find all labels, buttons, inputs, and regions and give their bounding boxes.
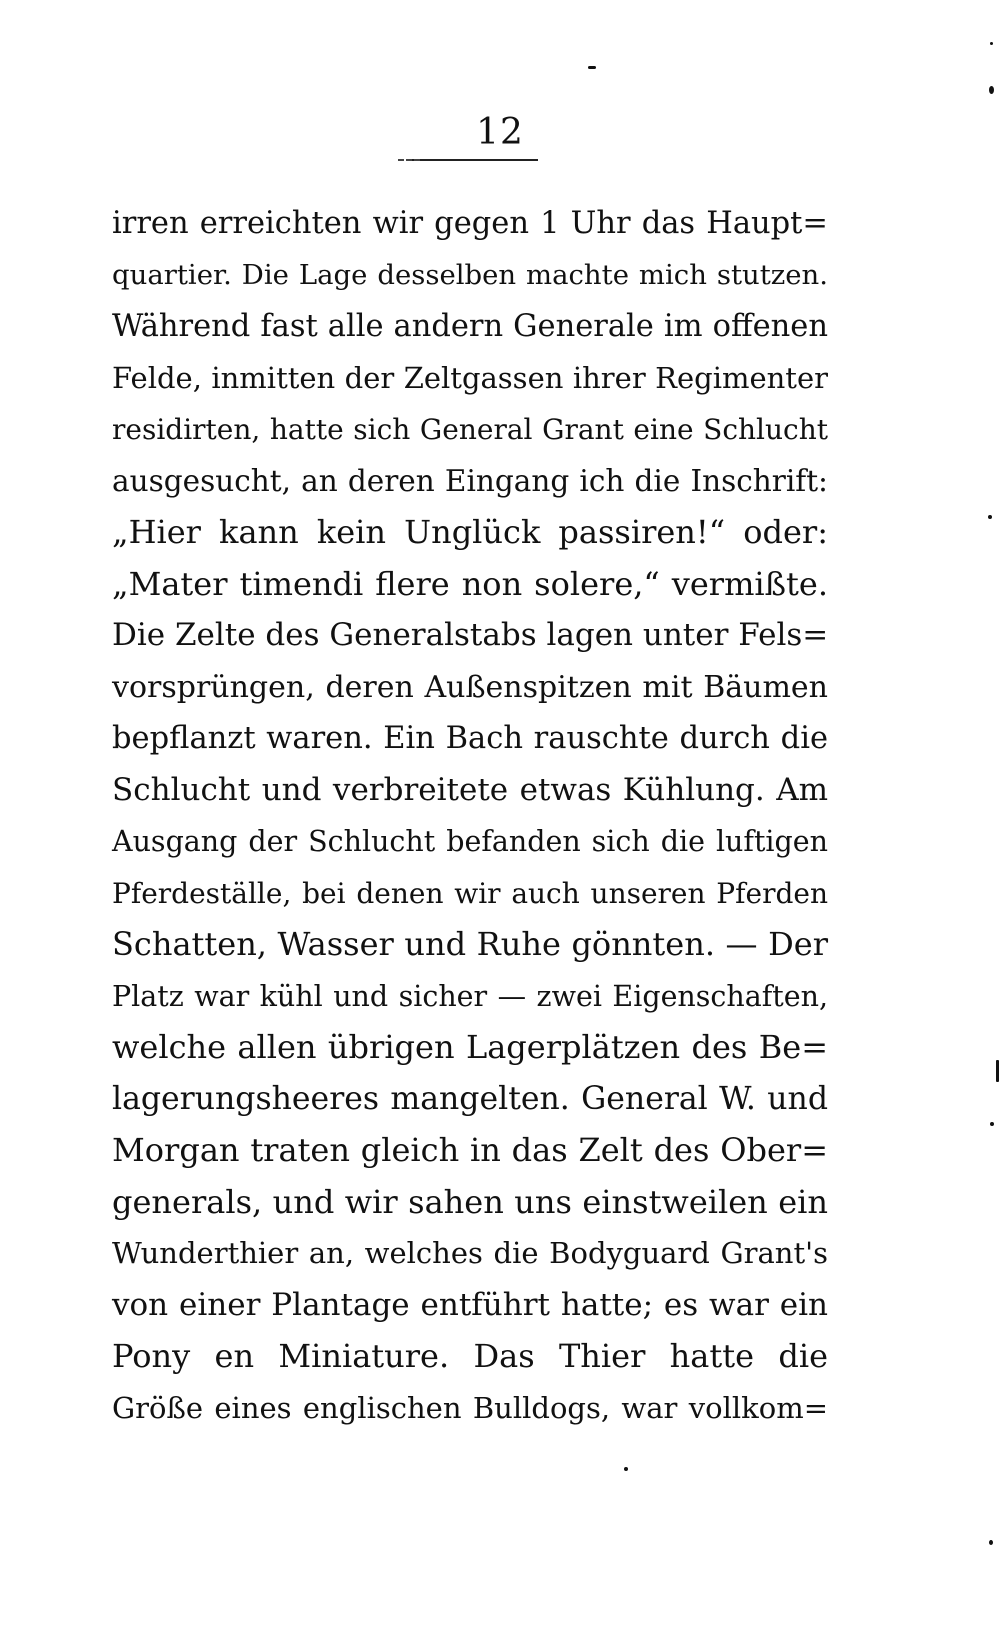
scan-speck: [588, 66, 596, 69]
text-line: „Hier kann kein Unglück passiren!“ oder:: [112, 513, 828, 551]
text-line: lagerungsheeres mangelten. General W. und: [112, 1080, 828, 1117]
text-line: Morgan traten gleich in das Zelt des Ober=: [112, 1131, 828, 1169]
scan-speck: [996, 1060, 999, 1082]
text-line: welche allen übrigen Lagerplätzen des Be=: [112, 1028, 828, 1066]
text-line: generals, und wir sahen uns einstweilen ein: [112, 1182, 828, 1221]
text-line: Die Zelte des Generalstabs lagen unter Fels=: [112, 617, 829, 653]
text-line: Schlucht und verbreitete etwas Kühlung. Am: [112, 771, 828, 808]
text-line: Schatten, Wasser und Ruhe gönnten. — Der: [112, 925, 828, 963]
body-text: [112, 198, 828, 1434]
text-line: Platz war kühl und sicher — zwei Eigenschaften,: [112, 979, 828, 1013]
text-line: irren erreichten wir gegen 1 Uhr das Haupt=: [112, 206, 828, 241]
scan-speck: [624, 1467, 628, 1471]
page-number: 12: [476, 112, 524, 153]
text-line: Größe eines englischen Bulldogs, war vollkom=: [112, 1390, 828, 1425]
header-rule-dash: [398, 159, 420, 161]
text-line: Pony en Miniature. Das Thier hatte die: [112, 1337, 828, 1375]
text-line: Wunderthier an, welches die Bodyguard Grant's: [112, 1236, 828, 1270]
text-line: residirten, hatte sich General Grant eine Schlucht: [112, 413, 828, 446]
text-line: „Mater timendi flere non solere,“ vermißte.: [112, 564, 828, 603]
text-line: bepflanzt waren. Ein Bach rauschte durch die: [112, 721, 828, 756]
text-line: Ausgang der Schlucht befanden sich die luftigen: [112, 825, 828, 858]
text-line: ausgesucht, an deren Eingang ich die Inschrift:: [112, 463, 828, 498]
scan-speck: [989, 86, 994, 94]
header-rule: [408, 159, 538, 161]
text-line: quartier. Die Lage desselben machte mich stutzen.: [112, 258, 828, 291]
scan-speck: [990, 1122, 994, 1126]
text-line: von einer Plantage entführt hatte; es war ein: [112, 1286, 828, 1323]
scan-speck: [988, 515, 992, 519]
scan-speck: [990, 42, 993, 45]
text-line: Während fast alle andern Generale im offenen: [112, 309, 828, 344]
text-line: vorsprüngen, deren Außenspitzen mit Bäumen: [112, 669, 828, 705]
text-line: Pferdeställe, bei denen wir auch unseren Pferden: [112, 876, 828, 910]
scan-speck: [989, 1540, 993, 1545]
text-line: Felde, inmitten der Zeltgassen ihrer Regimenter: [112, 360, 828, 395]
